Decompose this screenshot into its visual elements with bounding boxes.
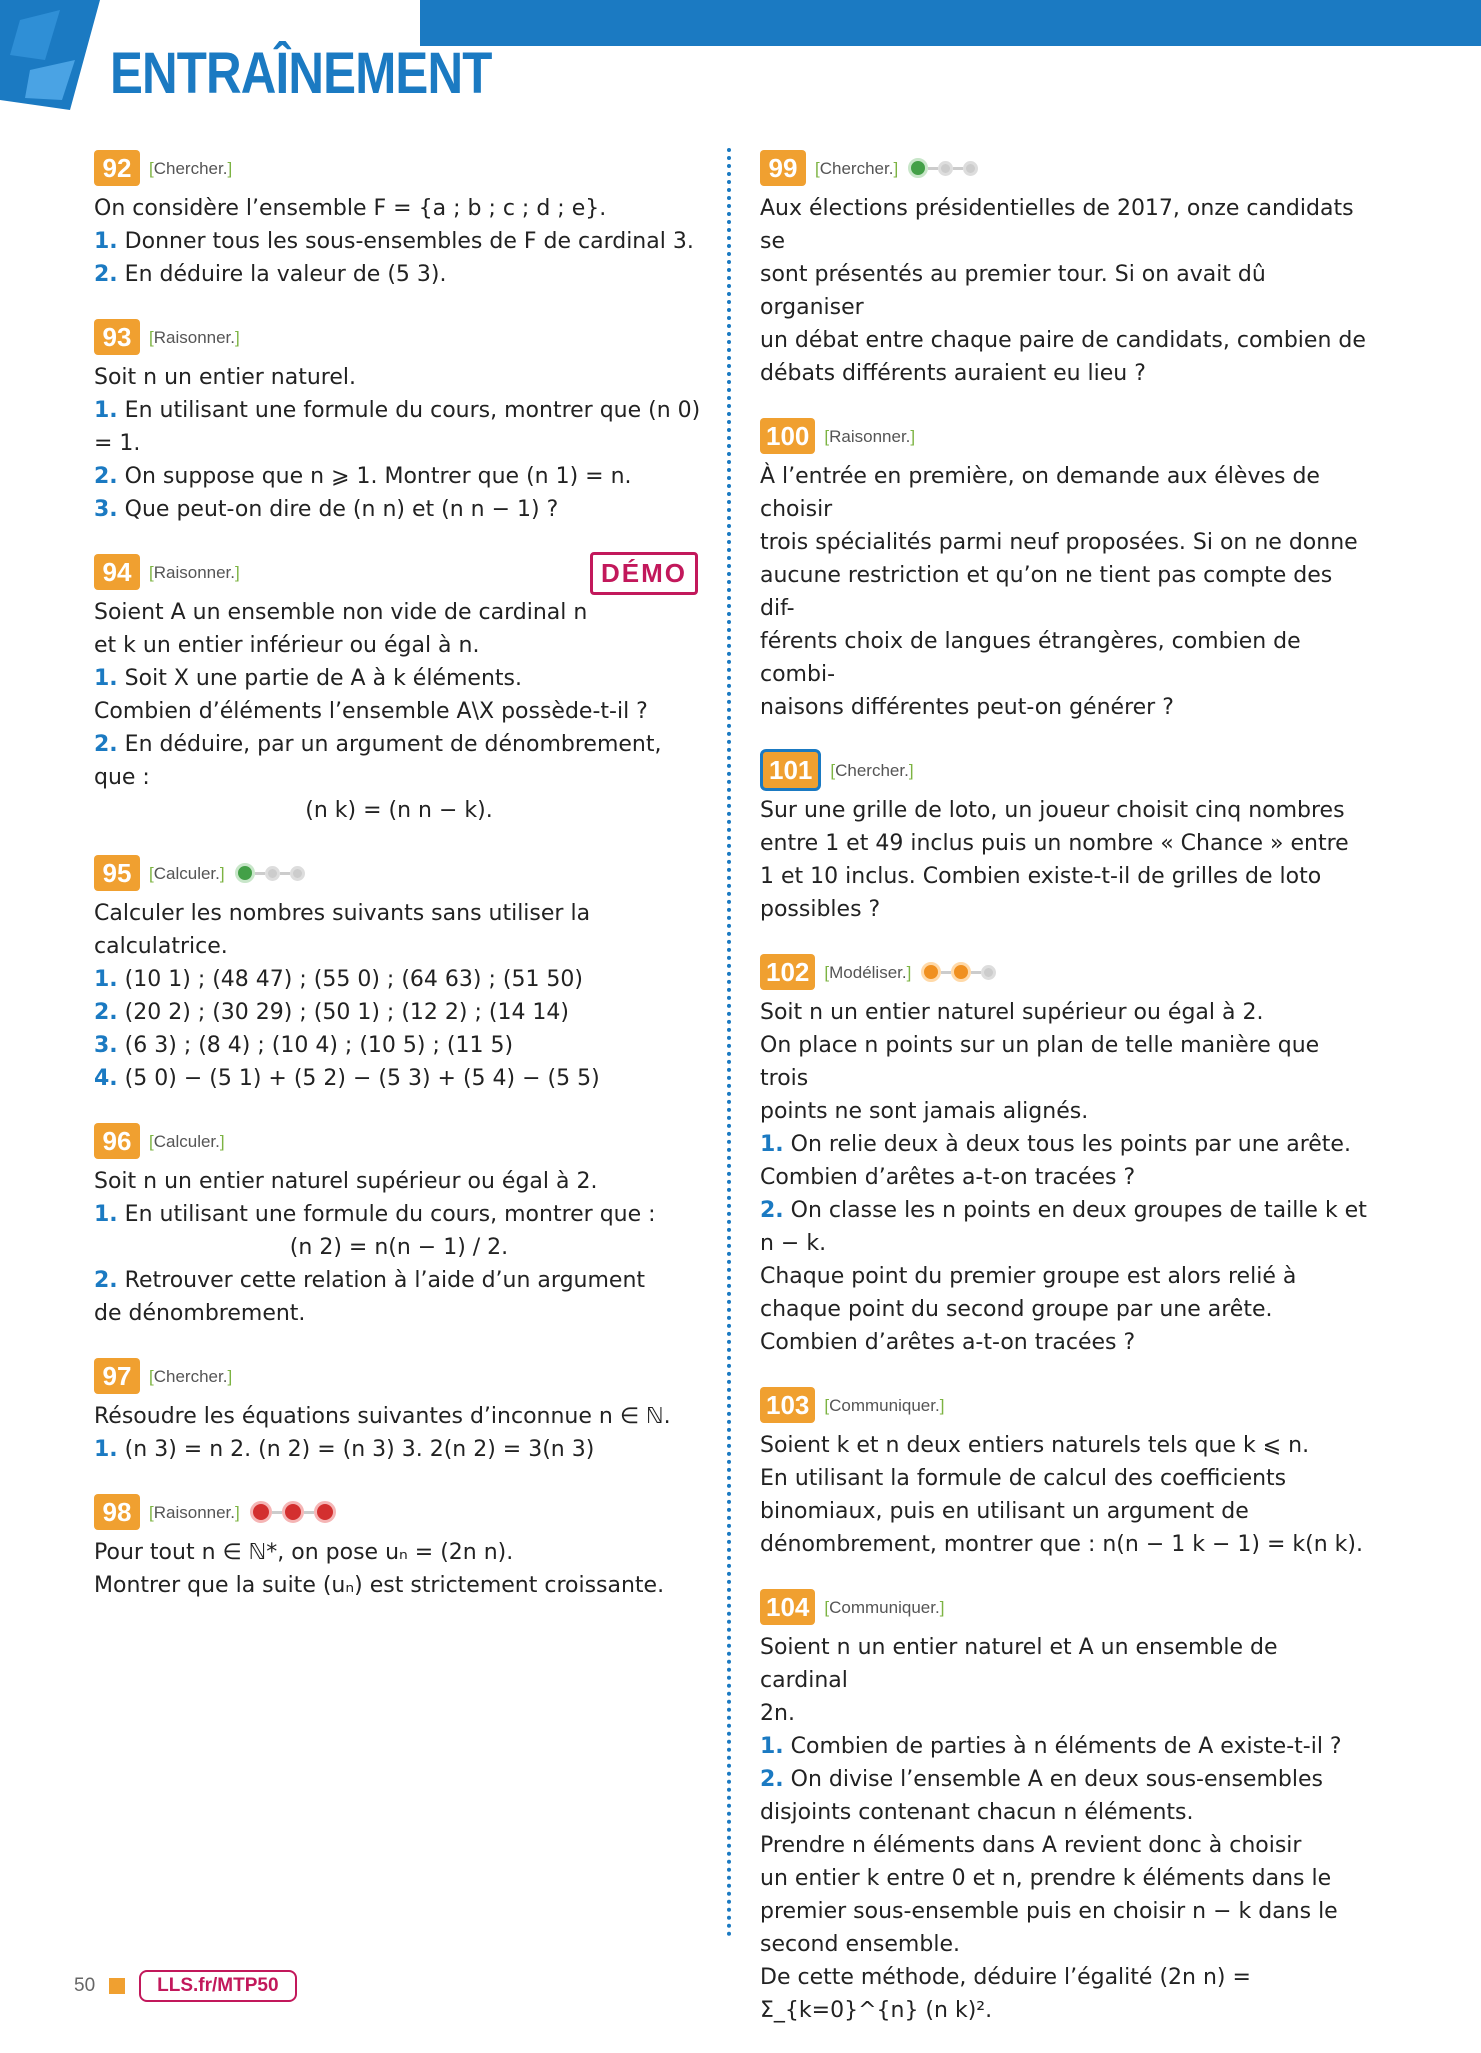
exercise-line bbox=[94, 1264, 704, 1297]
exercise-line bbox=[760, 996, 1370, 1029]
exercise-line bbox=[760, 1161, 1370, 1194]
exercise-header bbox=[94, 853, 704, 893]
line-text: 2n. bbox=[760, 1701, 795, 1726]
exercise-line bbox=[760, 357, 1370, 390]
exercise-line bbox=[94, 794, 704, 827]
line-text: Aux élections présidentielles de 2017, onze candidats se bbox=[760, 196, 1354, 254]
exercise-line bbox=[94, 1297, 704, 1330]
exercise-line bbox=[94, 1569, 704, 1602]
exercise-header bbox=[760, 1587, 1370, 1627]
exercise-line bbox=[760, 559, 1370, 625]
exercise-line bbox=[760, 794, 1370, 827]
exercise-number: 103 bbox=[760, 1387, 815, 1423]
exercise-line bbox=[760, 1763, 1370, 1796]
exercise-line bbox=[760, 1462, 1370, 1495]
exercise-tag: [Calculer.] bbox=[149, 1131, 225, 1151]
exercise-103 bbox=[760, 1385, 1370, 1561]
exercise-line bbox=[760, 1227, 1370, 1260]
line-text: Prendre n éléments dans A revient donc à choisir bbox=[760, 1833, 1302, 1858]
exercise-line bbox=[760, 1895, 1370, 1928]
exercise-line bbox=[94, 1536, 704, 1569]
difficulty-indicator bbox=[235, 863, 305, 883]
exercise-line bbox=[760, 258, 1370, 324]
exercise-line bbox=[94, 361, 704, 394]
lls-link[interactable]: LLS.fr/MTP50 bbox=[139, 1970, 296, 2002]
difficulty-dot bbox=[951, 962, 971, 982]
exercise-line bbox=[94, 1029, 704, 1062]
line-text: un entier k entre 0 et n, prendre k éléments dans le bbox=[760, 1866, 1332, 1891]
exercise-number: 96 bbox=[94, 1123, 140, 1159]
line-text: Soit n un entier naturel supérieur ou égal à 2. bbox=[760, 1000, 1264, 1025]
line-text: trois spécialités parmi neuf proposées. Si on ne donne bbox=[760, 530, 1358, 555]
difficulty-dot bbox=[250, 1501, 272, 1523]
line-text: Soit n un entier naturel. bbox=[94, 365, 356, 390]
exercise-102 bbox=[760, 952, 1370, 1359]
exercise-line bbox=[760, 1326, 1370, 1359]
footer-square bbox=[109, 1978, 125, 1994]
exercise-line bbox=[760, 1862, 1370, 1895]
exercise-line bbox=[94, 897, 704, 963]
question-number: 1. bbox=[760, 1734, 784, 1759]
exercise-tag: [Chercher.] bbox=[830, 760, 914, 780]
line-text: Soient k et n deux entiers naturels tels que k ⩽ n. bbox=[760, 1433, 1310, 1458]
exercise-tag: [Raisonner.] bbox=[149, 327, 240, 347]
exercise-number: 94 bbox=[94, 554, 140, 590]
exercise-header bbox=[94, 1492, 704, 1532]
line-text: Que peut-on dire de (n n) et (n n − 1) ? bbox=[124, 497, 559, 522]
line-text: binomiaux, puis en utilisant un argument de bbox=[760, 1499, 1249, 1524]
line-text: Combien d’éléments l’ensemble A\X possède-t-il ? bbox=[94, 699, 648, 724]
exercise-97 bbox=[94, 1356, 704, 1466]
line-text: (10 1) ; (48 47) ; (55 0) ; (64 63) ; (51 50) bbox=[124, 967, 584, 992]
exercise-line bbox=[94, 225, 704, 258]
difficulty-dot bbox=[908, 158, 928, 178]
exercise-line bbox=[94, 1198, 704, 1231]
exercise-line bbox=[760, 1631, 1370, 1697]
exercise-104 bbox=[760, 1587, 1370, 2027]
question-number: 1. bbox=[760, 1132, 784, 1157]
exercise-line bbox=[760, 625, 1370, 691]
line-text: Soit n un entier naturel supérieur ou égal à 2. bbox=[94, 1169, 598, 1194]
line-text: En déduire, par un argument de dénombrement, que : bbox=[94, 732, 662, 790]
exercise-line bbox=[760, 526, 1370, 559]
line-text: En utilisant une formule du cours, montrer que (n 0) = 1. bbox=[94, 398, 701, 456]
exercise-line bbox=[760, 1194, 1370, 1227]
question-number: 2. bbox=[94, 464, 118, 489]
exercise-line bbox=[94, 192, 704, 225]
line-text: Chaque point du premier groupe est alors relié à bbox=[760, 1264, 1297, 1289]
exercise-header bbox=[760, 750, 1370, 790]
exercise-95 bbox=[94, 853, 704, 1095]
exercise-line bbox=[760, 1730, 1370, 1763]
difficulty-indicator bbox=[921, 962, 996, 982]
difficulty-dot bbox=[282, 1501, 304, 1523]
line-text: On place n points sur un plan de telle manière que trois bbox=[760, 1033, 1320, 1091]
exercise-99 bbox=[760, 148, 1370, 390]
line-text: Retrouver cette relation à l’aide d’un argument bbox=[124, 1268, 646, 1293]
exercise-100 bbox=[760, 416, 1370, 724]
line-text: En déduire la valeur de (5 3). bbox=[124, 262, 447, 287]
page-number: 50 bbox=[74, 1975, 96, 1996]
line-text: On divise l’ensemble A en deux sous-ensembles bbox=[790, 1767, 1323, 1792]
exercise-tag: [Modéliser.] bbox=[824, 962, 912, 982]
line-text: (n 3) = n 2. (n 2) = (n 3) 3. 2(n 2) = 3(n 3) bbox=[124, 1437, 595, 1462]
exercise-line bbox=[760, 1429, 1370, 1462]
exercise-number: 101 bbox=[760, 749, 821, 791]
difficulty-indicator bbox=[250, 1501, 336, 1523]
exercise-line bbox=[760, 1029, 1370, 1095]
question-number: 1. bbox=[94, 1202, 118, 1227]
exercise-line bbox=[94, 493, 704, 526]
exercise-92 bbox=[94, 148, 704, 291]
exercise-line bbox=[760, 1697, 1370, 1730]
question-number: 1. bbox=[94, 666, 118, 691]
line-text: n − k. bbox=[760, 1231, 827, 1256]
exercise-line bbox=[94, 662, 704, 695]
exercise-header bbox=[94, 1356, 704, 1396]
line-text: Montrer que la suite (uₙ) est strictement croissante. bbox=[94, 1573, 665, 1598]
line-text: dénombrement, montrer que : n(n − 1 k − 1) = k(n k). bbox=[760, 1532, 1363, 1557]
exercise-header bbox=[760, 952, 1370, 992]
line-text: et k un entier inférieur ou égal à n. bbox=[94, 633, 480, 658]
question-number: 1. bbox=[94, 967, 118, 992]
exercise-94 bbox=[94, 552, 704, 827]
line-text: Soient A un ensemble non vide de cardinal n bbox=[94, 600, 588, 625]
line-text: débats différents auraient eu lieu ? bbox=[760, 361, 1146, 386]
line-text: un débat entre chaque paire de candidats, combien de bbox=[760, 328, 1366, 353]
line-text: Combien de parties à n éléments de A existe-t-il ? bbox=[790, 1734, 1342, 1759]
exercise-line bbox=[760, 460, 1370, 526]
exercise-line bbox=[760, 1260, 1370, 1293]
line-text: premier sous-ensemble puis en choisir n − k dans le bbox=[760, 1899, 1338, 1924]
exercise-number: 99 bbox=[760, 150, 806, 186]
exercise-line bbox=[94, 596, 704, 629]
exercise-tag: [Communiquer.] bbox=[824, 1597, 945, 1617]
exercise-tag: [Raisonner.] bbox=[149, 562, 240, 582]
line-text: On suppose que n ⩾ 1. Montrer que (n 1) = n. bbox=[124, 464, 632, 489]
difficulty-dot bbox=[921, 962, 941, 982]
line-text: disjoints contenant chacun n éléments. bbox=[760, 1800, 1194, 1825]
exercise-line bbox=[760, 860, 1370, 893]
question-number: 2. bbox=[94, 1268, 118, 1293]
exercise-line bbox=[760, 1829, 1370, 1862]
exercise-header bbox=[760, 1385, 1370, 1425]
exercise-line bbox=[760, 1928, 1370, 1961]
exercise-line bbox=[760, 324, 1370, 357]
line-text: On relie deux à deux tous les points par une arête. bbox=[790, 1132, 1351, 1157]
exercise-line bbox=[94, 394, 704, 460]
question-number: 2. bbox=[760, 1767, 784, 1792]
line-text: On considère l’ensemble F = {a ; b ; c ; d ; e}. bbox=[94, 196, 607, 221]
line-text: (n 2) = n(n − 1) / 2. bbox=[289, 1235, 509, 1260]
line-text: sont présentés au premier tour. Si on avait dû organiser bbox=[760, 262, 1266, 320]
exercise-line bbox=[94, 1231, 704, 1264]
exercise-line bbox=[94, 1165, 704, 1198]
question-number: 3. bbox=[94, 1033, 118, 1058]
difficulty-dot bbox=[963, 161, 978, 176]
line-text: possibles ? bbox=[760, 897, 881, 922]
exercise-line bbox=[760, 1128, 1370, 1161]
page-footer bbox=[74, 1970, 297, 2002]
difficulty-indicator bbox=[908, 158, 978, 178]
line-text: Donner tous les sous-ensembles de F de cardinal 3. bbox=[124, 229, 694, 254]
line-text: De cette méthode, déduire l’égalité (2n n) = Σ_{k=0}^{n} (n k)². bbox=[760, 1965, 1251, 2023]
exercise-tag: [Calculer.] bbox=[149, 863, 225, 883]
question-number: 4. bbox=[94, 1066, 118, 1091]
line-text: À l’entrée en première, on demande aux élèves de choisir bbox=[760, 464, 1320, 522]
line-text: En utilisant une formule du cours, montrer que : bbox=[124, 1202, 656, 1227]
line-text: férents choix de langues étrangères, combien de combi- bbox=[760, 629, 1301, 687]
top-banner bbox=[420, 0, 1481, 46]
exercise-header bbox=[94, 148, 704, 188]
exercise-line bbox=[760, 1961, 1370, 2027]
line-text: Soient n un entier naturel et A un ensemble de cardinal bbox=[760, 1635, 1278, 1693]
exercise-header bbox=[760, 148, 1370, 188]
line-text: On classe les n points en deux groupes de taille k et bbox=[790, 1198, 1367, 1223]
exercise-tag: [Raisonner.] bbox=[824, 426, 916, 446]
exercise-tag: [Raisonner.] bbox=[149, 1502, 240, 1522]
question-number: 2. bbox=[760, 1198, 784, 1223]
column-divider bbox=[727, 148, 731, 1938]
line-text: (n k) = (n n − k). bbox=[305, 798, 493, 823]
exercise-number: 98 bbox=[94, 1494, 140, 1530]
question-number: 1. bbox=[94, 229, 118, 254]
difficulty-dot bbox=[235, 863, 255, 883]
exercise-96 bbox=[94, 1121, 704, 1330]
line-text: second ensemble. bbox=[760, 1932, 960, 1957]
line-text: entre 1 et 49 inclus puis un nombre « Chance » entre bbox=[760, 831, 1349, 856]
exercise-number: 100 bbox=[760, 418, 815, 454]
difficulty-dot bbox=[265, 866, 280, 881]
exercise-number: 93 bbox=[94, 319, 140, 355]
line-text: de dénombrement. bbox=[94, 1301, 306, 1326]
question-number: 2. bbox=[94, 732, 118, 757]
exercise-101 bbox=[760, 750, 1370, 926]
corner-decoration bbox=[0, 0, 110, 110]
exercise-line bbox=[94, 1400, 704, 1433]
line-text: En utilisant la formule de calcul des coefficients bbox=[760, 1466, 1287, 1491]
line-text: chaque point du second groupe par une arête. bbox=[760, 1297, 1273, 1322]
exercise-number: 95 bbox=[94, 855, 140, 891]
line-text: (6 3) ; (8 4) ; (10 4) ; (10 5) ; (11 5) bbox=[124, 1033, 514, 1058]
line-text: naisons différentes peut-on générer ? bbox=[760, 695, 1174, 720]
exercise-header bbox=[94, 317, 704, 357]
exercise-line bbox=[760, 691, 1370, 724]
exercise-number: 97 bbox=[94, 1358, 140, 1394]
line-text: Résoudre les équations suivantes d’inconnue n ∈ ℕ. bbox=[94, 1404, 671, 1429]
line-text: points ne sont jamais alignés. bbox=[760, 1099, 1089, 1124]
exercise-line bbox=[94, 1062, 704, 1095]
page-title: ENTRAÎNEMENT bbox=[110, 41, 492, 106]
exercise-line bbox=[760, 827, 1370, 860]
exercise-line bbox=[94, 695, 704, 728]
line-text: Soit X une partie de A à k éléments. bbox=[124, 666, 522, 691]
exercise-line bbox=[760, 192, 1370, 258]
exercise-tag: [Chercher.] bbox=[149, 1366, 233, 1386]
difficulty-dot bbox=[290, 866, 305, 881]
exercise-number: 104 bbox=[760, 1589, 815, 1625]
exercise-line bbox=[760, 1796, 1370, 1829]
line-text: (5 0) − (5 1) + (5 2) − (5 3) + (5 4) − (5 5) bbox=[124, 1066, 600, 1091]
right-column bbox=[760, 148, 1370, 2053]
exercise-line bbox=[94, 258, 704, 291]
line-text: Calculer les nombres suivants sans utiliser la calculatrice. bbox=[94, 901, 591, 959]
exercise-header bbox=[760, 416, 1370, 456]
exercise-line bbox=[760, 1495, 1370, 1528]
exercise-line bbox=[94, 460, 704, 493]
question-number: 3. bbox=[94, 497, 118, 522]
exercise-line bbox=[760, 893, 1370, 926]
exercise-98 bbox=[94, 1492, 704, 1602]
exercise-line bbox=[760, 1293, 1370, 1326]
exercise-93 bbox=[94, 317, 704, 526]
exercise-header bbox=[94, 1121, 704, 1161]
difficulty-dot bbox=[938, 161, 953, 176]
difficulty-dot bbox=[981, 965, 996, 980]
line-text: Combien d’arêtes a-t-on tracées ? bbox=[760, 1330, 1136, 1355]
exercise-number: 102 bbox=[760, 954, 815, 990]
exercise-line bbox=[94, 629, 704, 662]
question-number: 1. bbox=[94, 1437, 118, 1462]
exercise-line bbox=[94, 963, 704, 996]
exercise-number: 92 bbox=[94, 150, 140, 186]
line-text: 1 et 10 inclus. Combien existe-t-il de grilles de loto bbox=[760, 864, 1322, 889]
exercise-tag: [Communiquer.] bbox=[824, 1395, 945, 1415]
exercise-line bbox=[94, 996, 704, 1029]
difficulty-dot bbox=[314, 1501, 336, 1523]
question-number: 2. bbox=[94, 262, 118, 287]
line-text: Sur une grille de loto, un joueur choisit cinq nombres bbox=[760, 798, 1345, 823]
exercise-line bbox=[760, 1095, 1370, 1128]
demo-badge: DÉMO bbox=[590, 552, 698, 595]
exercise-line bbox=[94, 728, 704, 794]
left-column bbox=[94, 148, 704, 1628]
line-text: aucune restriction et qu’on ne tient pas compte des dif- bbox=[760, 563, 1333, 621]
exercise-line bbox=[94, 1433, 704, 1466]
line-text: Combien d’arêtes a-t-on tracées ? bbox=[760, 1165, 1136, 1190]
exercise-tag: [Chercher.] bbox=[815, 158, 899, 178]
exercise-tag: [Chercher.] bbox=[149, 158, 233, 178]
question-number: 2. bbox=[94, 1000, 118, 1025]
question-number: 1. bbox=[94, 398, 118, 423]
exercise-line bbox=[760, 1528, 1370, 1561]
line-text: Pour tout n ∈ ℕ*, on pose uₙ = (2n n). bbox=[94, 1540, 514, 1565]
line-text: (20 2) ; (30 29) ; (50 1) ; (12 2) ; (14 14) bbox=[124, 1000, 570, 1025]
